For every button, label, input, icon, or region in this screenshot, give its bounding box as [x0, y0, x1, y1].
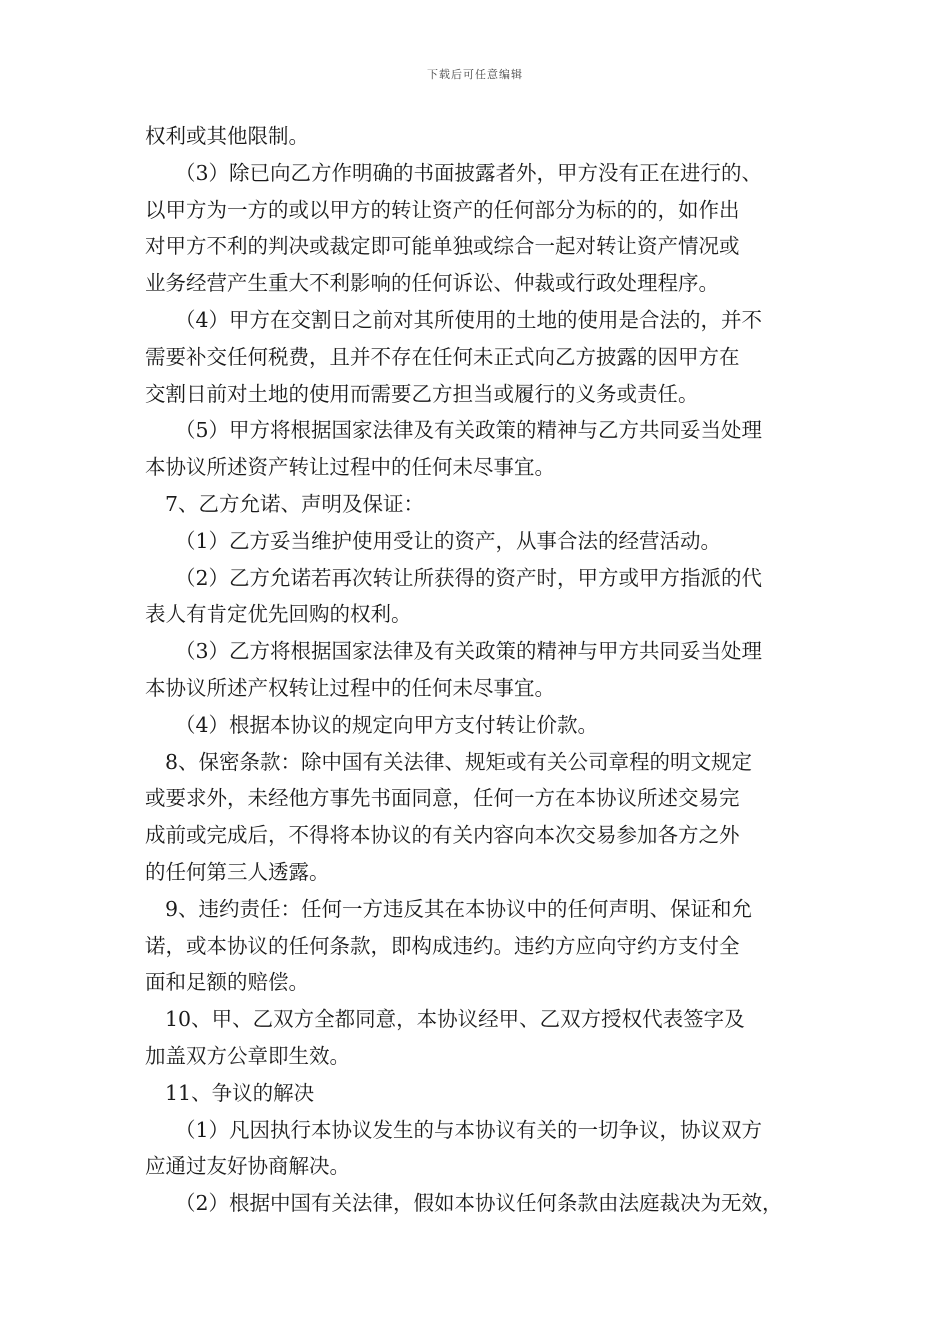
body-line: （3）除已向乙方作明确的书面披露者外，甲方没有正在进行的、	[175, 160, 763, 185]
body-line: （4）根据本协议的规定向甲方支付转让价款。	[175, 712, 599, 737]
body-line: （4）甲方在交割日之前对其所使用的土地的使用是合法的，并不	[175, 307, 763, 332]
body-line: 权利或其他限制。	[145, 124, 309, 148]
body-line: 本协议所述产权转让过程中的任何未尽事宜。	[145, 675, 555, 700]
body-line: （5）甲方将根据国家法律及有关政策的精神与乙方共同妥当处理	[175, 418, 763, 443]
body-line: 表人有肯定优先回购的权利。	[145, 602, 412, 627]
body-line: （1）凡因执行本协议发生的与本协议有关的一切争议，协议双方	[175, 1117, 763, 1142]
body-line: （2）乙方允诺若再次转让所获得的资产时，甲方或甲方指派的代	[175, 565, 763, 590]
section-heading: 10、甲、乙双方全都同意，本协议经甲、乙双方授权代表签字及	[165, 1007, 745, 1032]
body-line: 的任何第三人透露。	[145, 859, 330, 884]
body-line: 交割日前对土地的使用而需要乙方担当或履行的义务或责任。	[145, 381, 699, 406]
body-line: 需要补交任何税费，且并不存在任何未正式向乙方披露的因甲方在	[145, 344, 740, 369]
body-line: （2）根据中国有关法律，假如本协议任何条款由法庭裁决为无效，	[175, 1191, 783, 1216]
body-line: 诺，或本协议的任何条款，即构成违约。违约方应向守约方支付全	[145, 933, 740, 958]
section-heading: 9、违约责任：任何一方违反其在本协议中的任何声明、保证和允	[165, 896, 753, 921]
body-line: 或要求外，未经他方事先书面同意，任何一方在本协议所述交易完	[145, 786, 740, 811]
body-line: 业务经营产生重大不利影响的任何诉讼、仲裁或行政处理程序。	[145, 271, 719, 296]
section-heading: 7、乙方允诺、声明及保证：	[165, 491, 425, 516]
body-line: 面和足额的赔偿。	[145, 970, 309, 995]
body-line: 加盖双方公章即生效。	[145, 1043, 350, 1068]
section-heading: 8、保密条款：除中国有关法律、规矩或有关公司章程的明文规定	[165, 749, 753, 774]
body-line: 本协议所述资产转让过程中的任何未尽事宜。	[145, 455, 555, 480]
body-line: 对甲方不利的判决或裁定即可能单独或综合一起对转让资产情况或	[145, 234, 740, 259]
body-line: （3）乙方将根据国家法律及有关政策的精神与甲方共同妥当处理	[175, 639, 763, 664]
body-line: （1）乙方妥当维护使用受让的资产，从事合法的经营活动。	[175, 528, 722, 553]
section-heading: 11、争议的解决	[165, 1080, 315, 1105]
page-header: 下载后可任意编辑	[427, 68, 523, 81]
body-line: 应通过友好协商解决。	[145, 1154, 350, 1179]
document-body	[145, 118, 810, 1222]
body-line: 以甲方为一方的或以甲方的转让资产的任何部分为标的的，如作出	[145, 197, 740, 222]
body-line: 成前或完成后，不得将本协议的有关内容向本次交易参加各方之外	[145, 823, 740, 848]
